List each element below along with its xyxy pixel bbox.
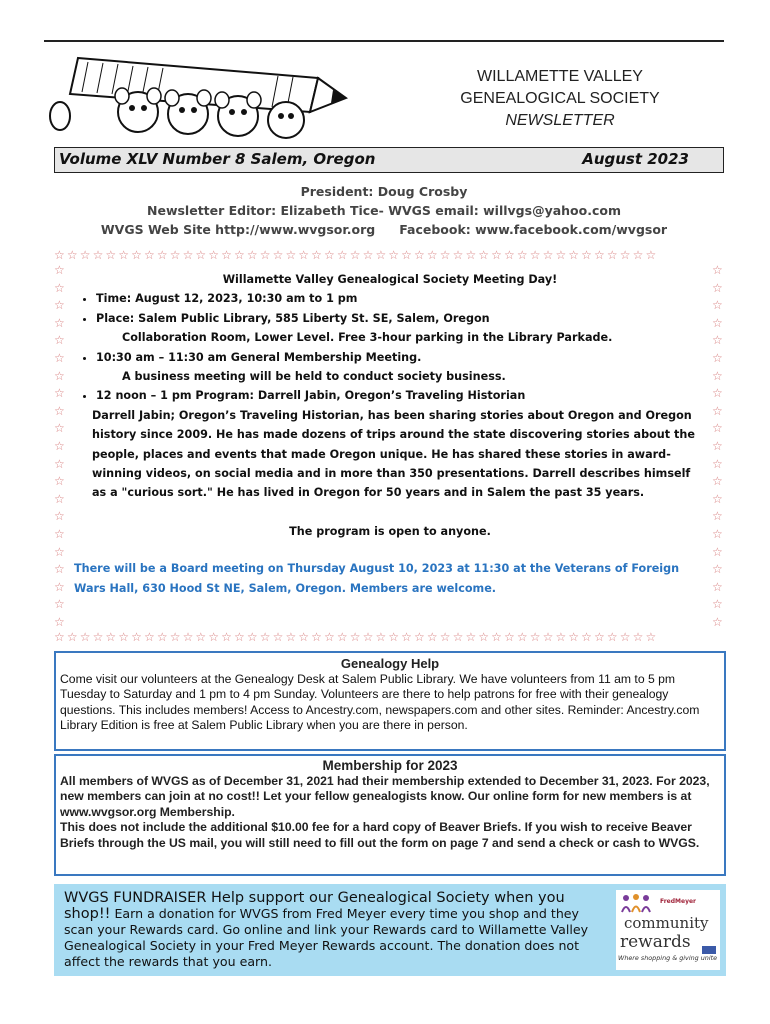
fundraiser-lead: WVGS FUNDRAISER Help support our Genealogical Society when you shop!! — [64, 890, 565, 922]
membership-body-2: This does not include the additional $10.00 fee for a hard copy of Beaver Briefs. If you wish to receive Beaver Briefs through the US mail, you will still need to fill out the form on page 7 and send a check or cash to WVGS. — [60, 820, 700, 850]
program-description: Darrell Jabin; Oregon’s Traveling Historian, has been sharing stories about Oregon and Oregon history since 2009. He has made dozens of trips around the state discovering stories about the people, places and events that made Oregon unique. He has shared these stories in award-winning videos, on social media and in more than 350 presentations. Darrell describes himself as a "curious sort." He has lived in Oregon for 50 years and in Salem the past 35 years. — [92, 408, 695, 500]
newsletter-label: NEWSLETTER — [505, 112, 615, 129]
logo-tagline: Where shopping & giving unite — [618, 954, 718, 962]
star-border-top: ☆☆☆☆☆☆☆☆☆☆☆☆☆☆☆☆☆☆☆☆☆☆☆☆☆☆☆☆☆☆☆☆☆☆☆☆☆☆☆☆☆☆☆☆☆☆☆ — [54, 248, 659, 262]
society-line-1: WILLAMETTE VALLEY — [477, 68, 643, 85]
fred-meyer-brand: FredMeyer — [660, 898, 697, 905]
star-border-bottom: ☆☆☆☆☆☆☆☆☆☆☆☆☆☆☆☆☆☆☆☆☆☆☆☆☆☆☆☆☆☆☆☆☆☆☆☆☆☆☆☆☆☆☆☆☆☆☆ — [54, 630, 659, 644]
genealogy-help-heading: Genealogy Help — [340, 656, 440, 671]
meeting-general: • 10:30 am – 11:30 am General Membership Meeting. — [96, 348, 706, 367]
president-line: President: Doug Crosby — [300, 184, 468, 199]
membership-body-1: All members of WVGS as of December 31, 2021 had their membership extended to December 31, 2023. For 2023, new members can join at no cost!! Let your fellow genealogists know. Our online form for new members is at www.wvgsor.org Membership. — [60, 773, 710, 819]
officers-block — [44, 182, 724, 239]
meeting-general-detail: A business meeting will be held to conduct society business. — [122, 370, 506, 384]
membership-box — [54, 754, 726, 876]
meeting-title: Willamette Valley Genealogical Society Meeting Day! — [222, 273, 558, 286]
pencil-mice-logo — [48, 50, 348, 142]
logo-badge — [702, 946, 716, 954]
membership-heading: Membership for 2023 — [322, 758, 458, 773]
meeting-list — [74, 289, 706, 328]
meeting-announcement — [74, 270, 706, 598]
issue-date: August 2023 — [582, 150, 689, 168]
fundraiser-body: Earn a donation for WVGS from Fred Meyer every time you shop and they scan your Rewards card. Go online and link your Rewards card to Willamette Valley Genealogical Society in your Fred Meyer Rewards account. The donation does not affect the rewards that you earn. — [64, 906, 589, 969]
meeting-star-box — [54, 248, 726, 644]
meeting-place-detail: Collaboration Room, Lower Level. Free 3-hour parking in the Library Parkade. — [122, 331, 613, 345]
society-line-2: GENEALOGICAL SOCIETY — [460, 90, 660, 107]
top-rule — [44, 40, 724, 42]
genealogy-help-body: Come visit our volunteers at the Genealogy Desk at Salem Public Library. We have volunteers from 11 am to 5 pm Tuesday to Saturday and 1 pm to 4 pm Sunday. Volunteers are there to help patrons for free with their genealogy questions. This includes members! Access to Ancestry.com, newspapers.com and other sites. Reminder: Ancestry.com Library Edition is free at Salem Public Library when you are there in person. — [60, 671, 700, 732]
star-border-right: ☆ ☆ ☆ ☆ ☆ ☆ ☆ ☆ ☆ ☆ ☆ ☆ ☆ ☆ ☆ ☆ ☆ ☆ ☆ ☆ ☆ — [712, 263, 723, 629]
star-border-left: ☆ ☆ ☆ ☆ ☆ ☆ ☆ ☆ ☆ ☆ ☆ ☆ ☆ ☆ ☆ ☆ ☆ ☆ ☆ ☆ ☆ — [54, 263, 65, 629]
society-name — [440, 66, 680, 132]
meeting-program: • 12 noon – 1 pm Program: Darrell Jabin, Oregon’s Traveling Historian — [96, 386, 706, 405]
community-rewards-logo — [616, 890, 720, 970]
genealogy-help-box — [54, 651, 726, 751]
logo-community: community — [624, 914, 709, 932]
fundraiser-text — [64, 890, 604, 970]
people-icon — [620, 892, 660, 914]
editor-line: Newsletter Editor: Elizabeth Tice- WVGS email: willvgs@yahoo.com — [147, 203, 621, 218]
volume-text: Volume XLV Number 8 Salem, Oregon — [59, 150, 376, 168]
meeting-list-3 — [74, 386, 706, 405]
logo-rewards: rewards — [620, 932, 691, 952]
fundraiser-panel — [54, 884, 726, 976]
meeting-list-2 — [74, 348, 706, 367]
open-notice: The program is open to anyone. — [289, 524, 491, 538]
meeting-place: • Place: Salem Public Library, 585 Liberty St. SE, Salem, Oregon — [96, 309, 706, 328]
website-link[interactable]: WVGS Web Site http://www.wvgsor.org — [100, 222, 376, 237]
board-meeting-notice: There will be a Board meeting on Thursday August 10, 2023 at 11:30 at the Veterans of Foreign Wars Hall, 630 Hood St NE, Salem, Oregon. Members are welcome. — [74, 562, 680, 595]
volume-bar — [54, 147, 724, 173]
facebook-link[interactable]: Facebook: www.facebook.com/wvgsor — [399, 222, 668, 237]
meeting-time: • Time: August 12, 2023, 10:30 am to 1 pm — [96, 289, 706, 308]
